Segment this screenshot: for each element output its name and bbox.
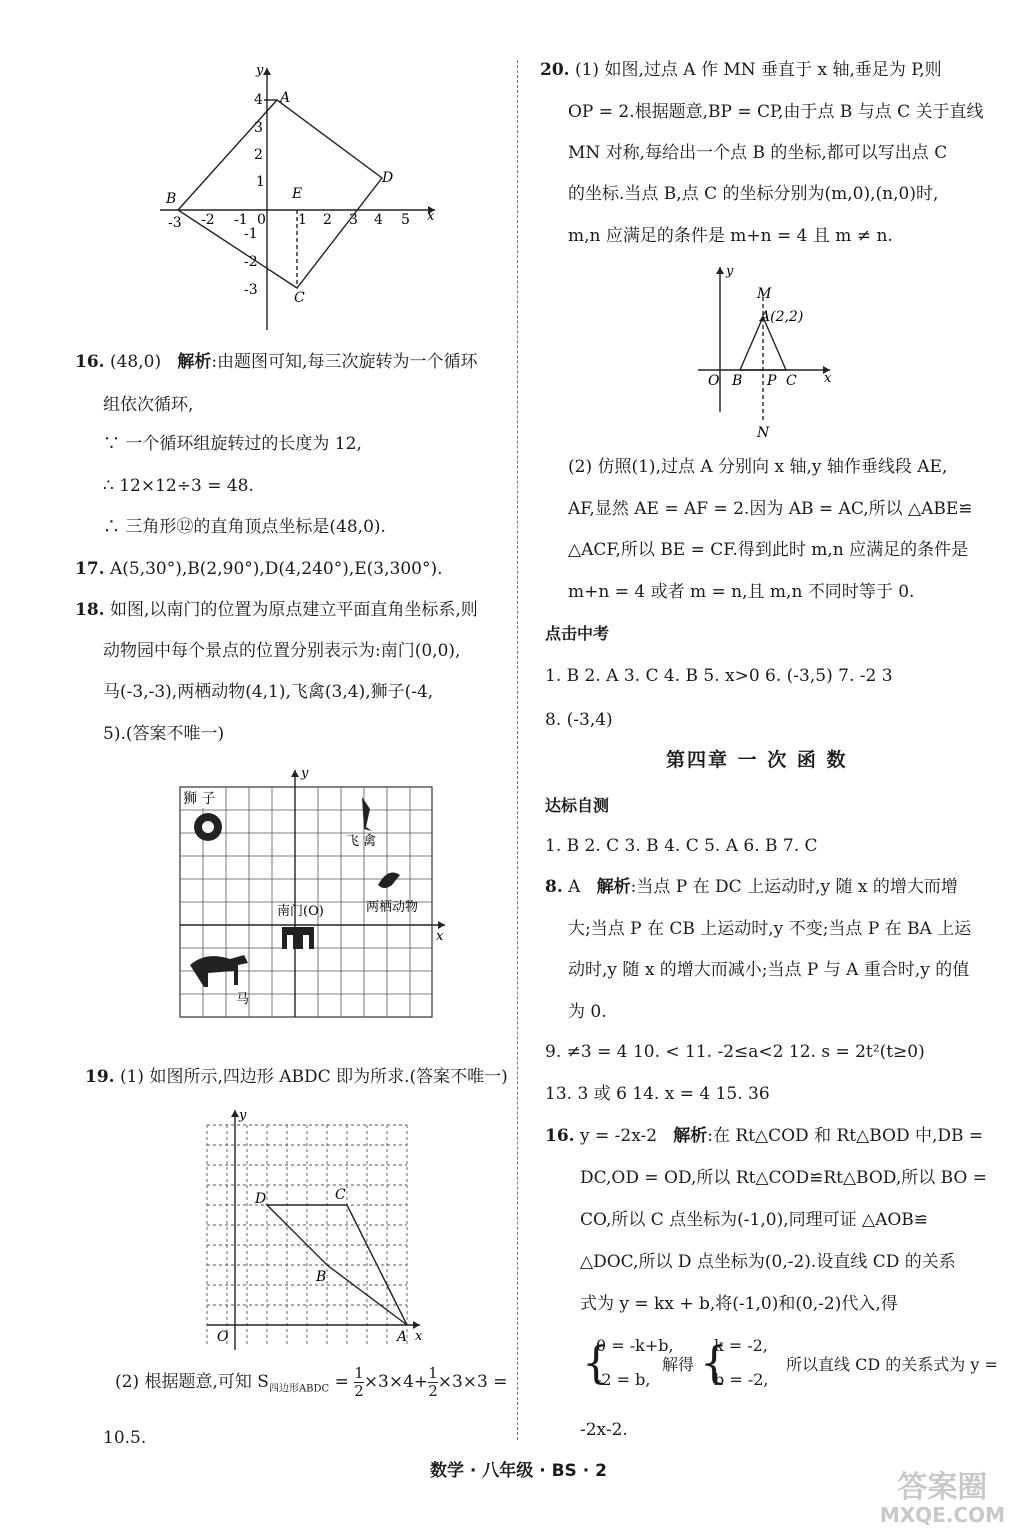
amphibian-icon (378, 873, 400, 888)
q16r-answer: y = -2x-2 (579, 1126, 658, 1146)
figure-zoo-map (170, 765, 450, 1025)
q8-text: :当点 P 在 DC 上运动时,y 随 x 的增大而增 (630, 877, 958, 897)
q20-line-7: AF,显然 AE = AF = 2.因为 AB = AC,所以 △ABE≌ (568, 499, 973, 519)
q16-answer: (48,0) (109, 352, 162, 372)
section-title-zhongkao: 点击中考 (545, 624, 610, 643)
q16r-line-3: CO,所以 C 点坐标为(-1,0),同理可证 △AOB≌ (580, 1210, 929, 1230)
section-title-dabiao: 达标自测 (545, 796, 610, 815)
watermark-bottom: MXQE.COM (879, 1503, 1005, 1527)
q16r-line-2: DC,OD = OD,所以 Rt△COD≌Rt△BOD,所以 BO = (580, 1168, 988, 1188)
q16-line-4: ∴ 12×12÷3 = 48. (103, 476, 254, 496)
point-label-p: P (767, 373, 777, 389)
x-tick: 3 (349, 212, 358, 228)
q19-line-2 (115, 1365, 508, 1401)
x-tick: -1 (234, 212, 248, 228)
q16-line-2: 组依次循环, (103, 395, 194, 415)
q16r-line-5: 式为 y = kx + b,将(-1,0)和(0,-2)代入,得 (580, 1294, 898, 1314)
q17-text: A(5,30°),B(2,90°),D(4,240°),E(3,300°). (109, 559, 443, 579)
answers-9-12: 9. ≠3 = 4 10. < 11. -2≤a<2 12. s = 2t²(t≥0) (545, 1042, 925, 1062)
equation-system-row (582, 1330, 998, 1400)
dabiao-answers-1: 1. B 2. C 3. B 4. C 5. A 6. B 7. C (545, 836, 818, 856)
point-label-e: E (292, 186, 303, 202)
y-tick: -3 (244, 282, 258, 298)
chapter-title: 第四章 一 次 函 数 (666, 749, 848, 771)
y-tick: 2 (254, 147, 263, 163)
figure-quadrilateral-abcd (150, 60, 450, 335)
q20-line-8: △ACF,所以 BE = CF.得到此时 m,n 应满足的条件是 (568, 540, 969, 560)
y-axis-label: y (256, 63, 264, 78)
x-axis-label: x (436, 929, 444, 944)
answers-13-15: 13. 3 或 6 14. x = 4 15. 36 (545, 1084, 770, 1104)
q20-line-3: MN 对称,每给出一个点 B 的坐标,都可以写出点 C (568, 143, 948, 163)
y-axis-label: y (726, 264, 734, 279)
x-axis-label: x (427, 209, 435, 224)
x-tick: 1 (298, 212, 307, 228)
point-label-d: D (382, 170, 394, 186)
fraction-denominator: 2 (354, 1382, 364, 1400)
x-axis-label: x (824, 371, 832, 386)
q16r-number: 16. (545, 1126, 575, 1146)
q20-line-5: m,n 应满足的条件是 m+n = 4 且 m ≠ n. (568, 226, 893, 246)
watermark (880, 1472, 1005, 1526)
point-label-c: C (786, 373, 797, 389)
fraction-numerator: 1 (354, 1364, 364, 1382)
point-label-d: D (255, 1191, 267, 1207)
point-label-a: A (397, 1329, 408, 1345)
fraction-numerator: 1 (428, 1364, 438, 1382)
q16-analysis-label: 解析 (177, 352, 212, 372)
q8-line-4: 为 0. (568, 1002, 607, 1022)
y-tick: 1 (256, 174, 265, 190)
origin-label: 0 (257, 212, 266, 228)
figure-triangle-abc (690, 262, 840, 442)
q17-line (75, 557, 443, 581)
origin-label: O (708, 373, 720, 389)
q19-expr-2: ×3×3 = (437, 1372, 508, 1392)
x-axis-label: x (415, 1329, 423, 1344)
q20-line-6: (2) 仿照(1),过点 A 分别向 x 轴,y 轴作垂线段 AE, (568, 457, 948, 477)
q19-fraction-1 (354, 1365, 364, 1400)
q8-line-3: 动时,y 随 x 的增大而减小;当点 P 与 A 重合时,y 的值 (568, 960, 970, 980)
point-label-c: C (294, 290, 305, 306)
x-tick: 4 (374, 212, 383, 228)
q16-text: :由题图可知,每三次旋转为一个循环 (211, 352, 478, 372)
q18-line-4: 5).(答案不唯一) (103, 724, 225, 744)
q16-line-5: ∴ 三角形⑫的直角顶点坐标是(48,0). (103, 517, 386, 537)
left-brace-2: { (700, 1338, 728, 1389)
point-label-a: A(2,2) (760, 309, 804, 325)
lion-label: 狮 子 (183, 791, 216, 807)
solve-label: 解得 (662, 1355, 695, 1374)
q18-line-2: 动物园中每个景点的位置分别表示为:南门(0,0), (103, 641, 461, 661)
q16r-line-7: -2x-2. (580, 1420, 628, 1440)
y-axis-label: y (239, 1108, 247, 1123)
x-tick: -3 (168, 215, 182, 231)
system-2-eq-1: k = -2, (714, 1336, 768, 1355)
n-label: N (757, 425, 770, 441)
point-label-b: B (316, 1269, 327, 1285)
q20-line-9: m+n = 4 或者 m = n,且 m,n 不同时等于 0. (568, 582, 915, 602)
q16r-text: :在 Rt△COD 和 Rt△BOD 中,DB = (707, 1126, 984, 1146)
q19-equals: = (334, 1372, 355, 1392)
page-footer: 数学 · 八年级 · BS · 2 (430, 1461, 607, 1481)
q16-line-3: ∵ 一个循环组旋转过的长度为 12, (103, 434, 362, 454)
q19-number: 19. (85, 1067, 115, 1087)
q19-part2-text: (2) 根据题意,可知 S (115, 1372, 269, 1392)
q8-number: 8. (545, 877, 563, 897)
q20-number: 20. (540, 60, 570, 80)
system-1-eq-1: 0 = -k+b, (596, 1336, 674, 1355)
y-tick: 4 (254, 92, 263, 108)
point-label-a: A (280, 90, 291, 106)
q20-line-1 (540, 58, 942, 82)
q19-fraction-2 (428, 1365, 438, 1400)
q8-line-2: 大;当点 P 在 CB 上运动时,y 不变;当点 P 在 BA 上运 (568, 919, 972, 939)
q8-line-1 (545, 875, 958, 899)
q16r-analysis-label: 解析 (673, 1126, 708, 1146)
south-gate-icon (282, 927, 314, 949)
q20-line-2: OP = 2.根据题意,BP = CP,由于点 B 与点 C 关于直线 (568, 102, 984, 122)
q19-text: (1) 如图所示,四边形 ABDC 即为所求.(答案不唯一) (119, 1067, 508, 1087)
q18-line-3: 马(-3,-3),两栖动物(4,1),飞禽(3,4),狮子(-4, (103, 682, 434, 702)
x-tick: 2 (323, 212, 332, 228)
system-1-eq-2: -2 = b, (596, 1370, 651, 1389)
q18-number: 18. (75, 600, 105, 620)
system-2-eq-2: b = -2, (714, 1370, 769, 1389)
x-tick: 5 (401, 212, 410, 228)
q19-line-1 (85, 1065, 508, 1089)
q16-line-1 (75, 350, 477, 374)
amphibian-label: 两栖动物 (366, 900, 419, 915)
horse-label: 马 (236, 992, 250, 1007)
q19-line-3: 10.5. (103, 1428, 147, 1448)
south-gate-label: 南门(O) (277, 904, 324, 919)
y-tick: -1 (244, 226, 258, 242)
column-divider (517, 60, 518, 1440)
point-label-b: B (166, 191, 177, 207)
q18-line-1 (75, 598, 478, 622)
fraction-denominator: 2 (428, 1382, 438, 1400)
y-axis-label: y (301, 766, 309, 781)
x-tick: -2 (201, 212, 215, 228)
q8-analysis-label: 解析 (596, 877, 631, 897)
q17-number: 17. (75, 559, 105, 579)
q16r-line-1 (545, 1124, 983, 1148)
q19-expr-1: ×3×4+ (363, 1372, 429, 1392)
y-tick: 3 (254, 120, 263, 136)
origin-label: O (217, 1329, 229, 1345)
zhongkao-answers-2: 8. (-3,4) (545, 710, 613, 730)
point-label-c: C (335, 1187, 346, 1203)
q16-number: 16. (75, 352, 105, 372)
q20-line-4: 的坐标.当点 B,点 C 的坐标分别为(m,0),(n,0)时, (568, 184, 939, 204)
q19-area-subscript: 四边形ABDC (268, 1383, 330, 1395)
bird-label: 飞 禽 (346, 834, 377, 849)
watermark-top: 答案圈 (897, 1470, 988, 1505)
zhongkao-answers-1: 1. B 2. A 3. C 4. B 5. x>0 6. (-3,5) 7. -2 3 (545, 666, 893, 686)
q20-text: (1) 如图,过点 A 作 MN 垂直于 x 轴,垂足为 P,则 (574, 60, 942, 80)
q8-answer: A (568, 877, 581, 897)
q16r-conclusion: 所以直线 CD 的关系式为 y = (786, 1355, 998, 1374)
left-brace: { (582, 1338, 610, 1389)
q18-text: 如图,以南门的位置为原点建立平面直角坐标系,则 (109, 600, 478, 620)
y-tick: -2 (244, 254, 258, 270)
figure-quadrilateral-abdc (195, 1105, 435, 1355)
bird-icon (362, 797, 372, 831)
m-label: M (757, 286, 772, 302)
point-label-b: B (732, 373, 743, 389)
q16r-line-4: △DOC,所以 D 点坐标为(0,-2).设直线 CD 的关系 (580, 1252, 956, 1272)
